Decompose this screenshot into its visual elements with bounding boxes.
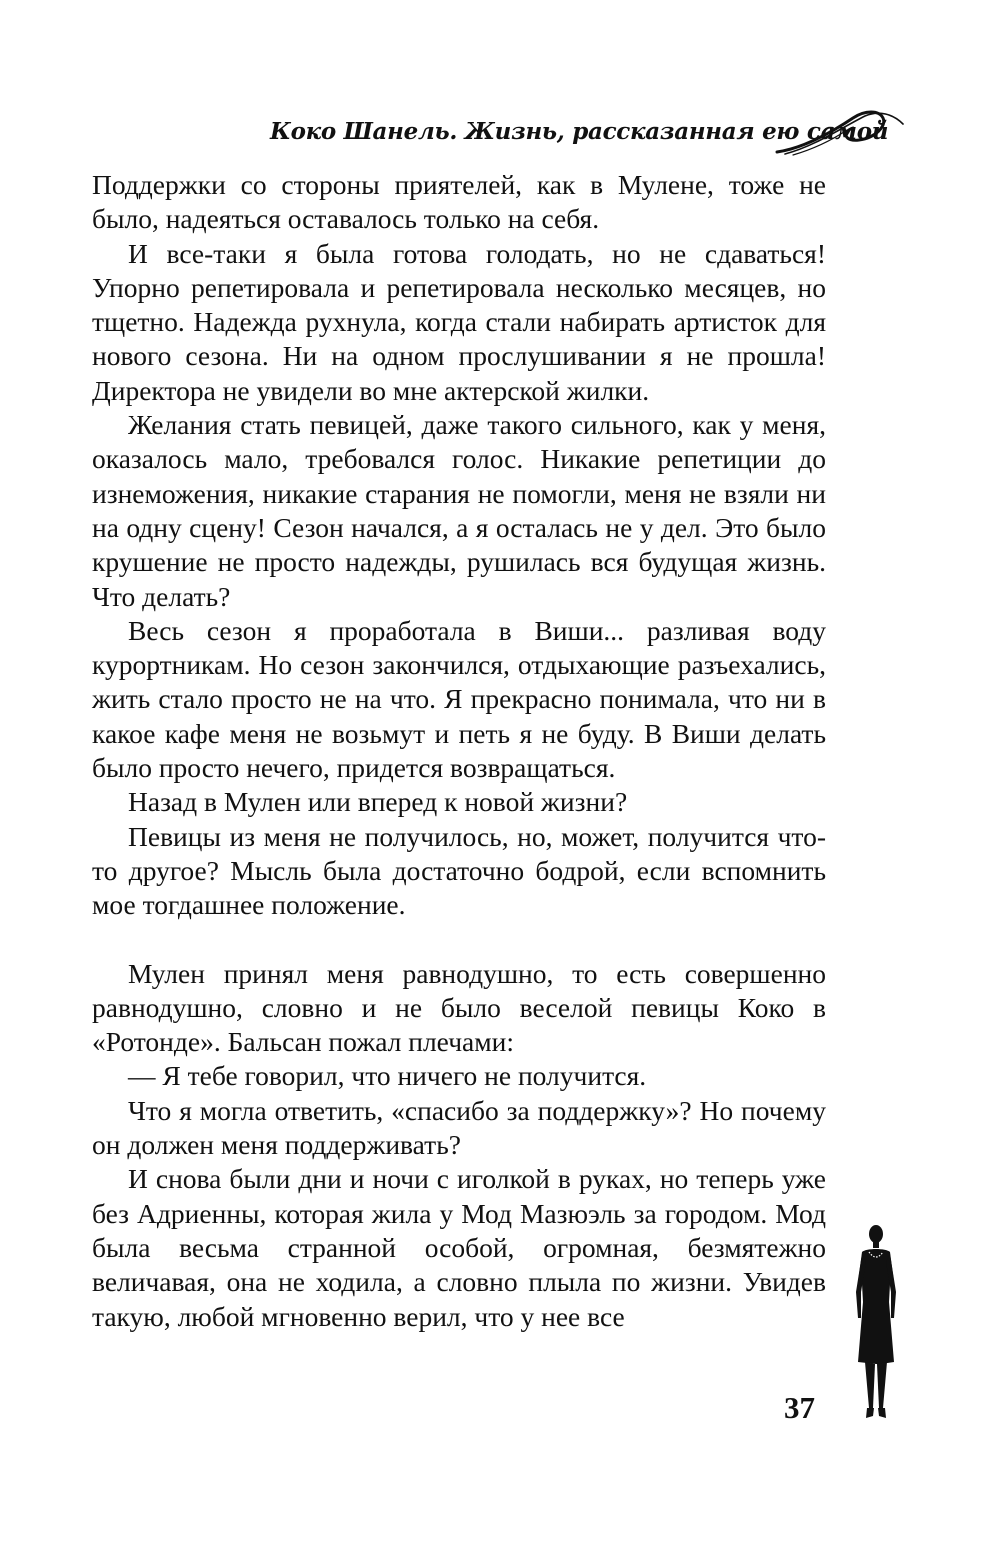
woman-silhouette-icon bbox=[854, 1222, 898, 1420]
paragraph: И все-таки я была готова голодать, но не сдаваться! Упорно репетировала и репетировала несколько месяцев, но тщетно. Надежда рухнула, когда стали набирать артисток для нового сезона. Ни на одном прослушивании я не прошла! Директора не увидели во мне актерской жилки. bbox=[92, 237, 826, 406]
paragraph: Поддержки со стороны приятелей, как в Мулене, тоже не было, надеяться оставалось только на себя. bbox=[92, 169, 826, 235]
running-header-title: Коко Шанель. Жизнь, рассказанная ею самой bbox=[270, 118, 889, 145]
paragraph: Назад в Мулен или вперед к новой жизни? bbox=[128, 786, 628, 818]
paragraph: Мулен принял меня равнодушно, то есть совершенно равнодушно, словно и не было веселой певицы Коко в «Ротонде». Бальсан пожал плечами: bbox=[92, 957, 826, 1058]
section-break bbox=[92, 923, 826, 957]
paragraph: И снова были дни и ночи с иголкой в руках, но теперь уже без Адриенны, которая жила у Мод Мазюэль за городом. Мод была весьма странной особой, огромная, безмятежно величавая, она не ходила, а словно плыла по жизни. Увидев такую, любой мгновенно верил, что у нее все bbox=[92, 1163, 826, 1332]
body-text bbox=[92, 168, 826, 1334]
paragraph: Весь сезон я проработала в Виши... разливая воду курортникам. Но сезон закончился, отдыхающие разъехались, жить стало просто не на что. Я прекрасно понимала, что ни в какое кафе меня не возьмут и петь я не буду. В Виши делать было просто нечего, придется возвращаться. bbox=[92, 614, 826, 784]
page-number: 37 bbox=[784, 1390, 815, 1425]
paragraph: Желания стать певицей, даже такого сильного, как у меня, оказалось мало, требовался голос. Никакие репетиции до изнеможения, никакие старания не помогли, меня не взяли ни на одну сцену! Сезон начался, а я осталась не у дел. Это было крушение не просто надежды, рушилась вся будущая жизнь. Что делать? bbox=[92, 409, 826, 612]
paragraph: Что я могла ответить, «спасибо за поддержку»? Но почему он должен меня поддерживать? bbox=[92, 1094, 826, 1161]
dialogue-line: — Я тебе говорил, что ничего не получится. bbox=[128, 1060, 647, 1092]
swirl-ornament-icon bbox=[775, 108, 905, 158]
running-header bbox=[270, 108, 910, 158]
paragraph: Певицы из меня не получилось, но, может, получится что-то другое? Мысль была достаточно бодрой, если вспомнить мое тогдашнее положение. bbox=[92, 820, 826, 921]
